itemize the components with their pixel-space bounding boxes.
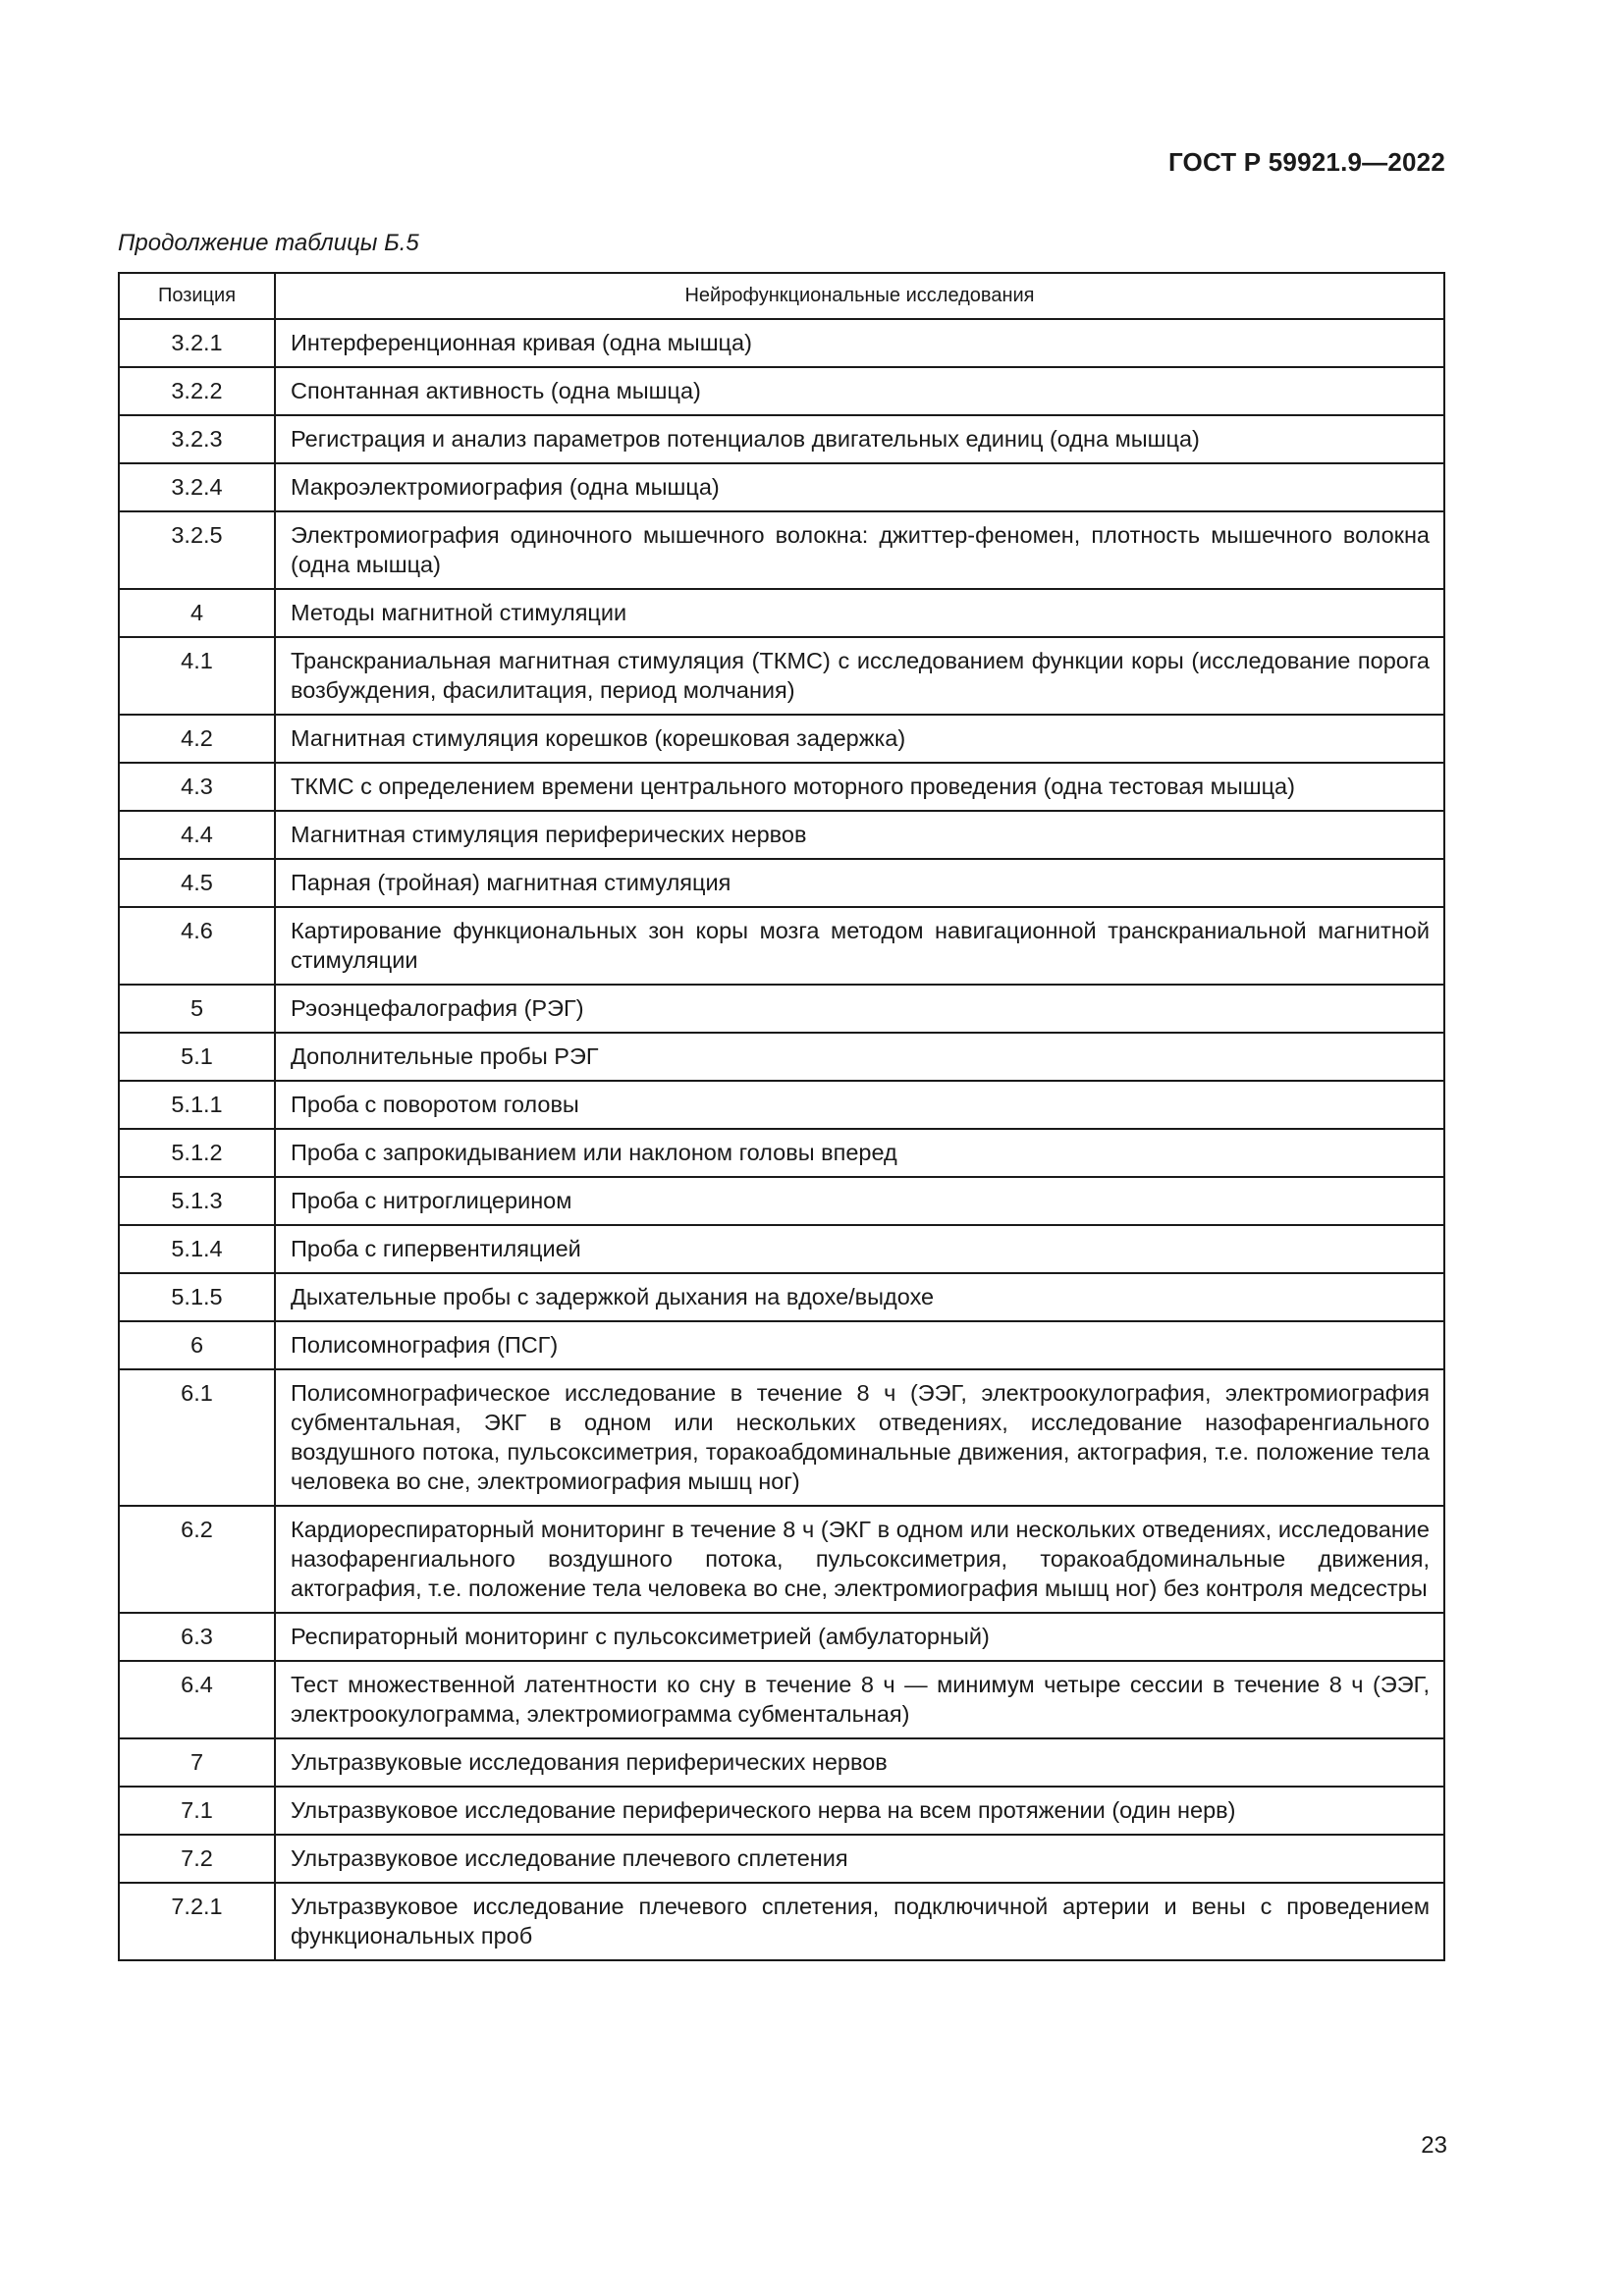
row-description: Магнитная стимуляция периферических нервов bbox=[275, 811, 1444, 859]
table-row bbox=[119, 415, 1444, 463]
row-description: Проба с гипервентиляцией bbox=[275, 1225, 1444, 1273]
row-description: Магнитная стимуляция корешков (корешковая задержка) bbox=[275, 715, 1444, 763]
row-position: 7.1 bbox=[119, 1787, 275, 1835]
row-position: 5.1.5 bbox=[119, 1273, 275, 1321]
row-position: 5.1.2 bbox=[119, 1129, 275, 1177]
row-position: 5.1.3 bbox=[119, 1177, 275, 1225]
table-row bbox=[119, 1787, 1444, 1835]
row-position: 7.2.1 bbox=[119, 1883, 275, 1960]
table-row bbox=[119, 1506, 1444, 1613]
table-row bbox=[119, 1033, 1444, 1081]
row-position: 6.2 bbox=[119, 1506, 275, 1613]
row-position: 5 bbox=[119, 985, 275, 1033]
row-description: Проба с нитроглицерином bbox=[275, 1177, 1444, 1225]
table-row bbox=[119, 367, 1444, 415]
procedures-table bbox=[118, 272, 1445, 1961]
table-row bbox=[119, 1835, 1444, 1883]
table-row bbox=[119, 1225, 1444, 1273]
table-row bbox=[119, 1613, 1444, 1661]
table-row bbox=[119, 1273, 1444, 1321]
table-body bbox=[119, 319, 1444, 1960]
table-row bbox=[119, 589, 1444, 637]
table-row bbox=[119, 463, 1444, 511]
row-position: 5.1.1 bbox=[119, 1081, 275, 1129]
table-row bbox=[119, 1738, 1444, 1787]
table-row bbox=[119, 985, 1444, 1033]
row-position: 6 bbox=[119, 1321, 275, 1369]
row-position: 3.2.1 bbox=[119, 319, 275, 367]
column-header-position: Позиция bbox=[119, 273, 275, 319]
row-position: 7 bbox=[119, 1738, 275, 1787]
table-row bbox=[119, 859, 1444, 907]
row-description: Проба с запрокидыванием или наклоном головы вперед bbox=[275, 1129, 1444, 1177]
row-description: Дыхательные пробы с задержкой дыхания на вдохе/выдохе bbox=[275, 1273, 1444, 1321]
row-position: 6.3 bbox=[119, 1613, 275, 1661]
row-position: 4.5 bbox=[119, 859, 275, 907]
table-container bbox=[118, 272, 1445, 1961]
row-position: 4.1 bbox=[119, 637, 275, 715]
table-row bbox=[119, 319, 1444, 367]
row-description: Полисомнография (ПСГ) bbox=[275, 1321, 1444, 1369]
row-description: Респираторный мониторинг с пульсоксиметрией (амбулаторный) bbox=[275, 1613, 1444, 1661]
row-position: 7.2 bbox=[119, 1835, 275, 1883]
table-row bbox=[119, 1129, 1444, 1177]
row-description: Электромиография одиночного мышечного волокна: джиттер-феномен, плотность мышечного волокна (одна мышца) bbox=[275, 511, 1444, 589]
row-description: Методы магнитной стимуляции bbox=[275, 589, 1444, 637]
table-row bbox=[119, 715, 1444, 763]
row-position: 5.1.4 bbox=[119, 1225, 275, 1273]
table-row bbox=[119, 1883, 1444, 1960]
row-position: 4 bbox=[119, 589, 275, 637]
row-description: Спонтанная активность (одна мышца) bbox=[275, 367, 1444, 415]
row-description: Картирование функциональных зон коры мозга методом навигационной транскраниальной магнитной стимуляции bbox=[275, 907, 1444, 985]
row-position: 6.4 bbox=[119, 1661, 275, 1738]
row-description: Проба с поворотом головы bbox=[275, 1081, 1444, 1129]
table-row bbox=[119, 637, 1444, 715]
row-description: ТКМС с определением времени центрального моторного проведения (одна тестовая мышца) bbox=[275, 763, 1444, 811]
row-position: 6.1 bbox=[119, 1369, 275, 1506]
table-row bbox=[119, 1177, 1444, 1225]
row-description: Ультразвуковое исследование плечевого сплетения, подключичной артерии и вены с проведением функциональных проб bbox=[275, 1883, 1444, 1960]
row-description: Ультразвуковые исследования периферических нервов bbox=[275, 1738, 1444, 1787]
row-description: Ультразвуковое исследование периферического нерва на всем протяжении (один нерв) bbox=[275, 1787, 1444, 1835]
row-position: 4.3 bbox=[119, 763, 275, 811]
row-position: 4.2 bbox=[119, 715, 275, 763]
table-row bbox=[119, 1321, 1444, 1369]
row-description: Парная (тройная) магнитная стимуляция bbox=[275, 859, 1444, 907]
table-caption: Продолжение таблицы Б.5 bbox=[118, 230, 419, 256]
table-row bbox=[119, 1081, 1444, 1129]
row-description: Тест множественной латентности ко сну в течение 8 ч — минимум четыре сессии в течение 8 ч (ЭЭГ, электроокулограмма, электромиограмма субментальная) bbox=[275, 1661, 1444, 1738]
row-description: Макроэлектромиография (одна мышца) bbox=[275, 463, 1444, 511]
row-position: 5.1 bbox=[119, 1033, 275, 1081]
table-row bbox=[119, 1661, 1444, 1738]
row-position: 3.2.2 bbox=[119, 367, 275, 415]
table-row bbox=[119, 907, 1444, 985]
row-description: Дополнительные пробы РЭГ bbox=[275, 1033, 1444, 1081]
row-position: 4.6 bbox=[119, 907, 275, 985]
row-description: Транскраниальная магнитная стимуляция (ТКМС) с исследованием функции коры (исследование порога возбуждения, фасилитация, период молчания) bbox=[275, 637, 1444, 715]
row-description: Полисомнографическое исследование в течение 8 ч (ЭЭГ, электроокулография, электромиография субментальная, ЭКГ в одном или нескольких отведениях, исследование назофаренгиального воздушного потока, пульсоксиметрия, торакоабдоминальные движения, актография, т.е. положение тела человека во сне, электромиография мышц ног) bbox=[275, 1369, 1444, 1506]
row-description: Регистрация и анализ параметров потенциалов двигательных единиц (одна мышца) bbox=[275, 415, 1444, 463]
row-description: Ультразвуковое исследование плечевого сплетения bbox=[275, 1835, 1444, 1883]
table-row bbox=[119, 511, 1444, 589]
page-number: 23 bbox=[1421, 2132, 1447, 2159]
column-header-description: Нейрофункциональные исследования bbox=[275, 273, 1444, 319]
row-position: 4.4 bbox=[119, 811, 275, 859]
row-position: 3.2.3 bbox=[119, 415, 275, 463]
table-row bbox=[119, 1369, 1444, 1506]
row-description: Рэоэнцефалография (РЭГ) bbox=[275, 985, 1444, 1033]
row-description: Кардиореспираторный мониторинг в течение 8 ч (ЭКГ в одном или нескольких отведениях, исследование назофаренгиального воздушного потока, пульсоксиметрия, торакоабдоминальные движения, актография, т.е. положение тела человека во сне, электромиография мышц ног) без контроля медсестры bbox=[275, 1506, 1444, 1613]
document-code: ГОСТ Р 59921.9—2022 bbox=[1167, 147, 1445, 177]
table-header-row bbox=[119, 273, 1444, 319]
table-row bbox=[119, 811, 1444, 859]
table-row bbox=[119, 763, 1444, 811]
row-position: 3.2.5 bbox=[119, 511, 275, 589]
row-position: 3.2.4 bbox=[119, 463, 275, 511]
row-description: Интерференционная кривая (одна мышца) bbox=[275, 319, 1444, 367]
